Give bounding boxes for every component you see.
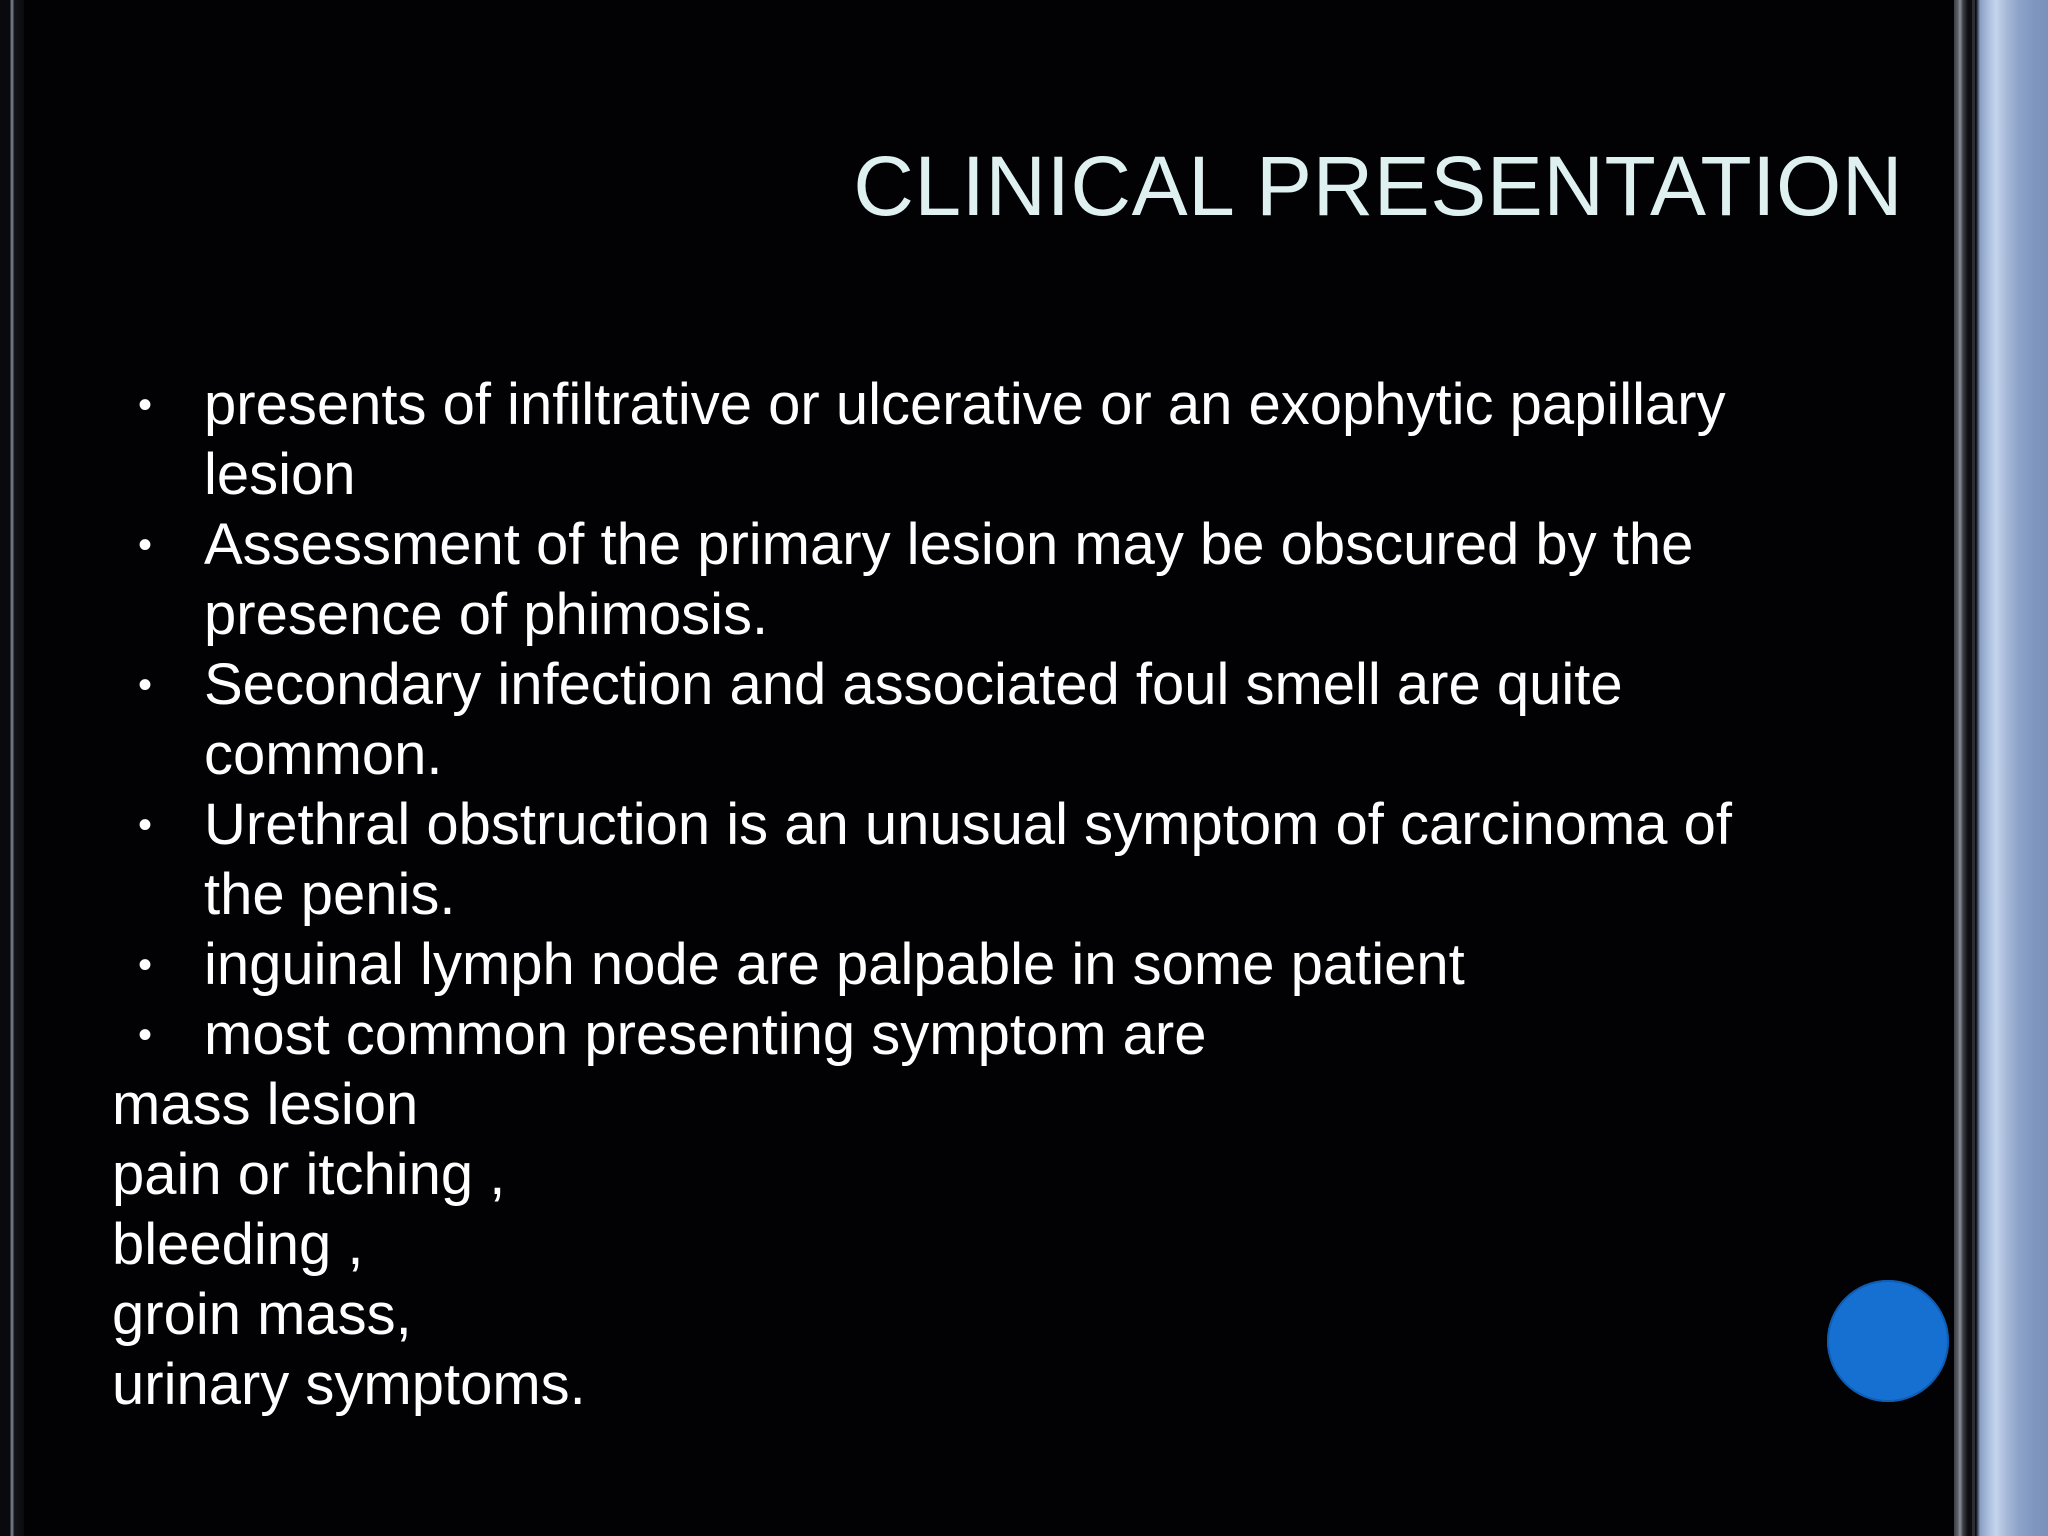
bullet-text: inguinal lymph node are palpable in some patient — [204, 932, 1465, 997]
bullet-item — [0, 510, 1784, 650]
bullet-text: Urethral obstruction is an unusual symptom of carcinoma of the penis. — [204, 792, 1733, 927]
bullet-item — [0, 1000, 1784, 1070]
bullet-marker: • — [138, 943, 153, 987]
bullet-marker: • — [138, 803, 153, 847]
symptom-item: groin mass, — [112, 1282, 412, 1347]
symptom-list — [112, 1070, 586, 1420]
symptom-item: mass lesion — [112, 1072, 419, 1137]
symptom-item: urinary symptoms. — [112, 1352, 586, 1417]
frame-stripe — [1972, 0, 1975, 1536]
bullet-item — [0, 790, 1784, 930]
bullet-item — [0, 370, 1784, 510]
bullet-text: most common presenting symptom are — [204, 1002, 1207, 1067]
bullet-marker: • — [138, 383, 153, 427]
bullet-item — [0, 930, 1784, 1000]
symptom-item: pain or itching , — [112, 1142, 506, 1207]
right-frame-border — [1954, 0, 2048, 1536]
blue-circle-nav-icon[interactable] — [1827, 1280, 1949, 1402]
bullet-marker: • — [138, 523, 153, 567]
bullet-marker: • — [138, 663, 153, 707]
bullet-marker: • — [138, 1013, 153, 1057]
bullet-list — [0, 370, 1900, 1070]
bullet-text: presents of infiltrative or ulcerative or an exophytic papillary lesion — [204, 372, 1726, 507]
bullet-text: Secondary infection and associated foul smell are quite common. — [204, 652, 1623, 787]
bullet-item — [0, 650, 1784, 790]
bullet-text: Assessment of the primary lesion may be obscured by the presence of phimosis. — [204, 512, 1694, 647]
symptom-item: bleeding , — [112, 1212, 364, 1277]
slide-title: CLINICAL PRESENTATION — [853, 139, 1903, 233]
